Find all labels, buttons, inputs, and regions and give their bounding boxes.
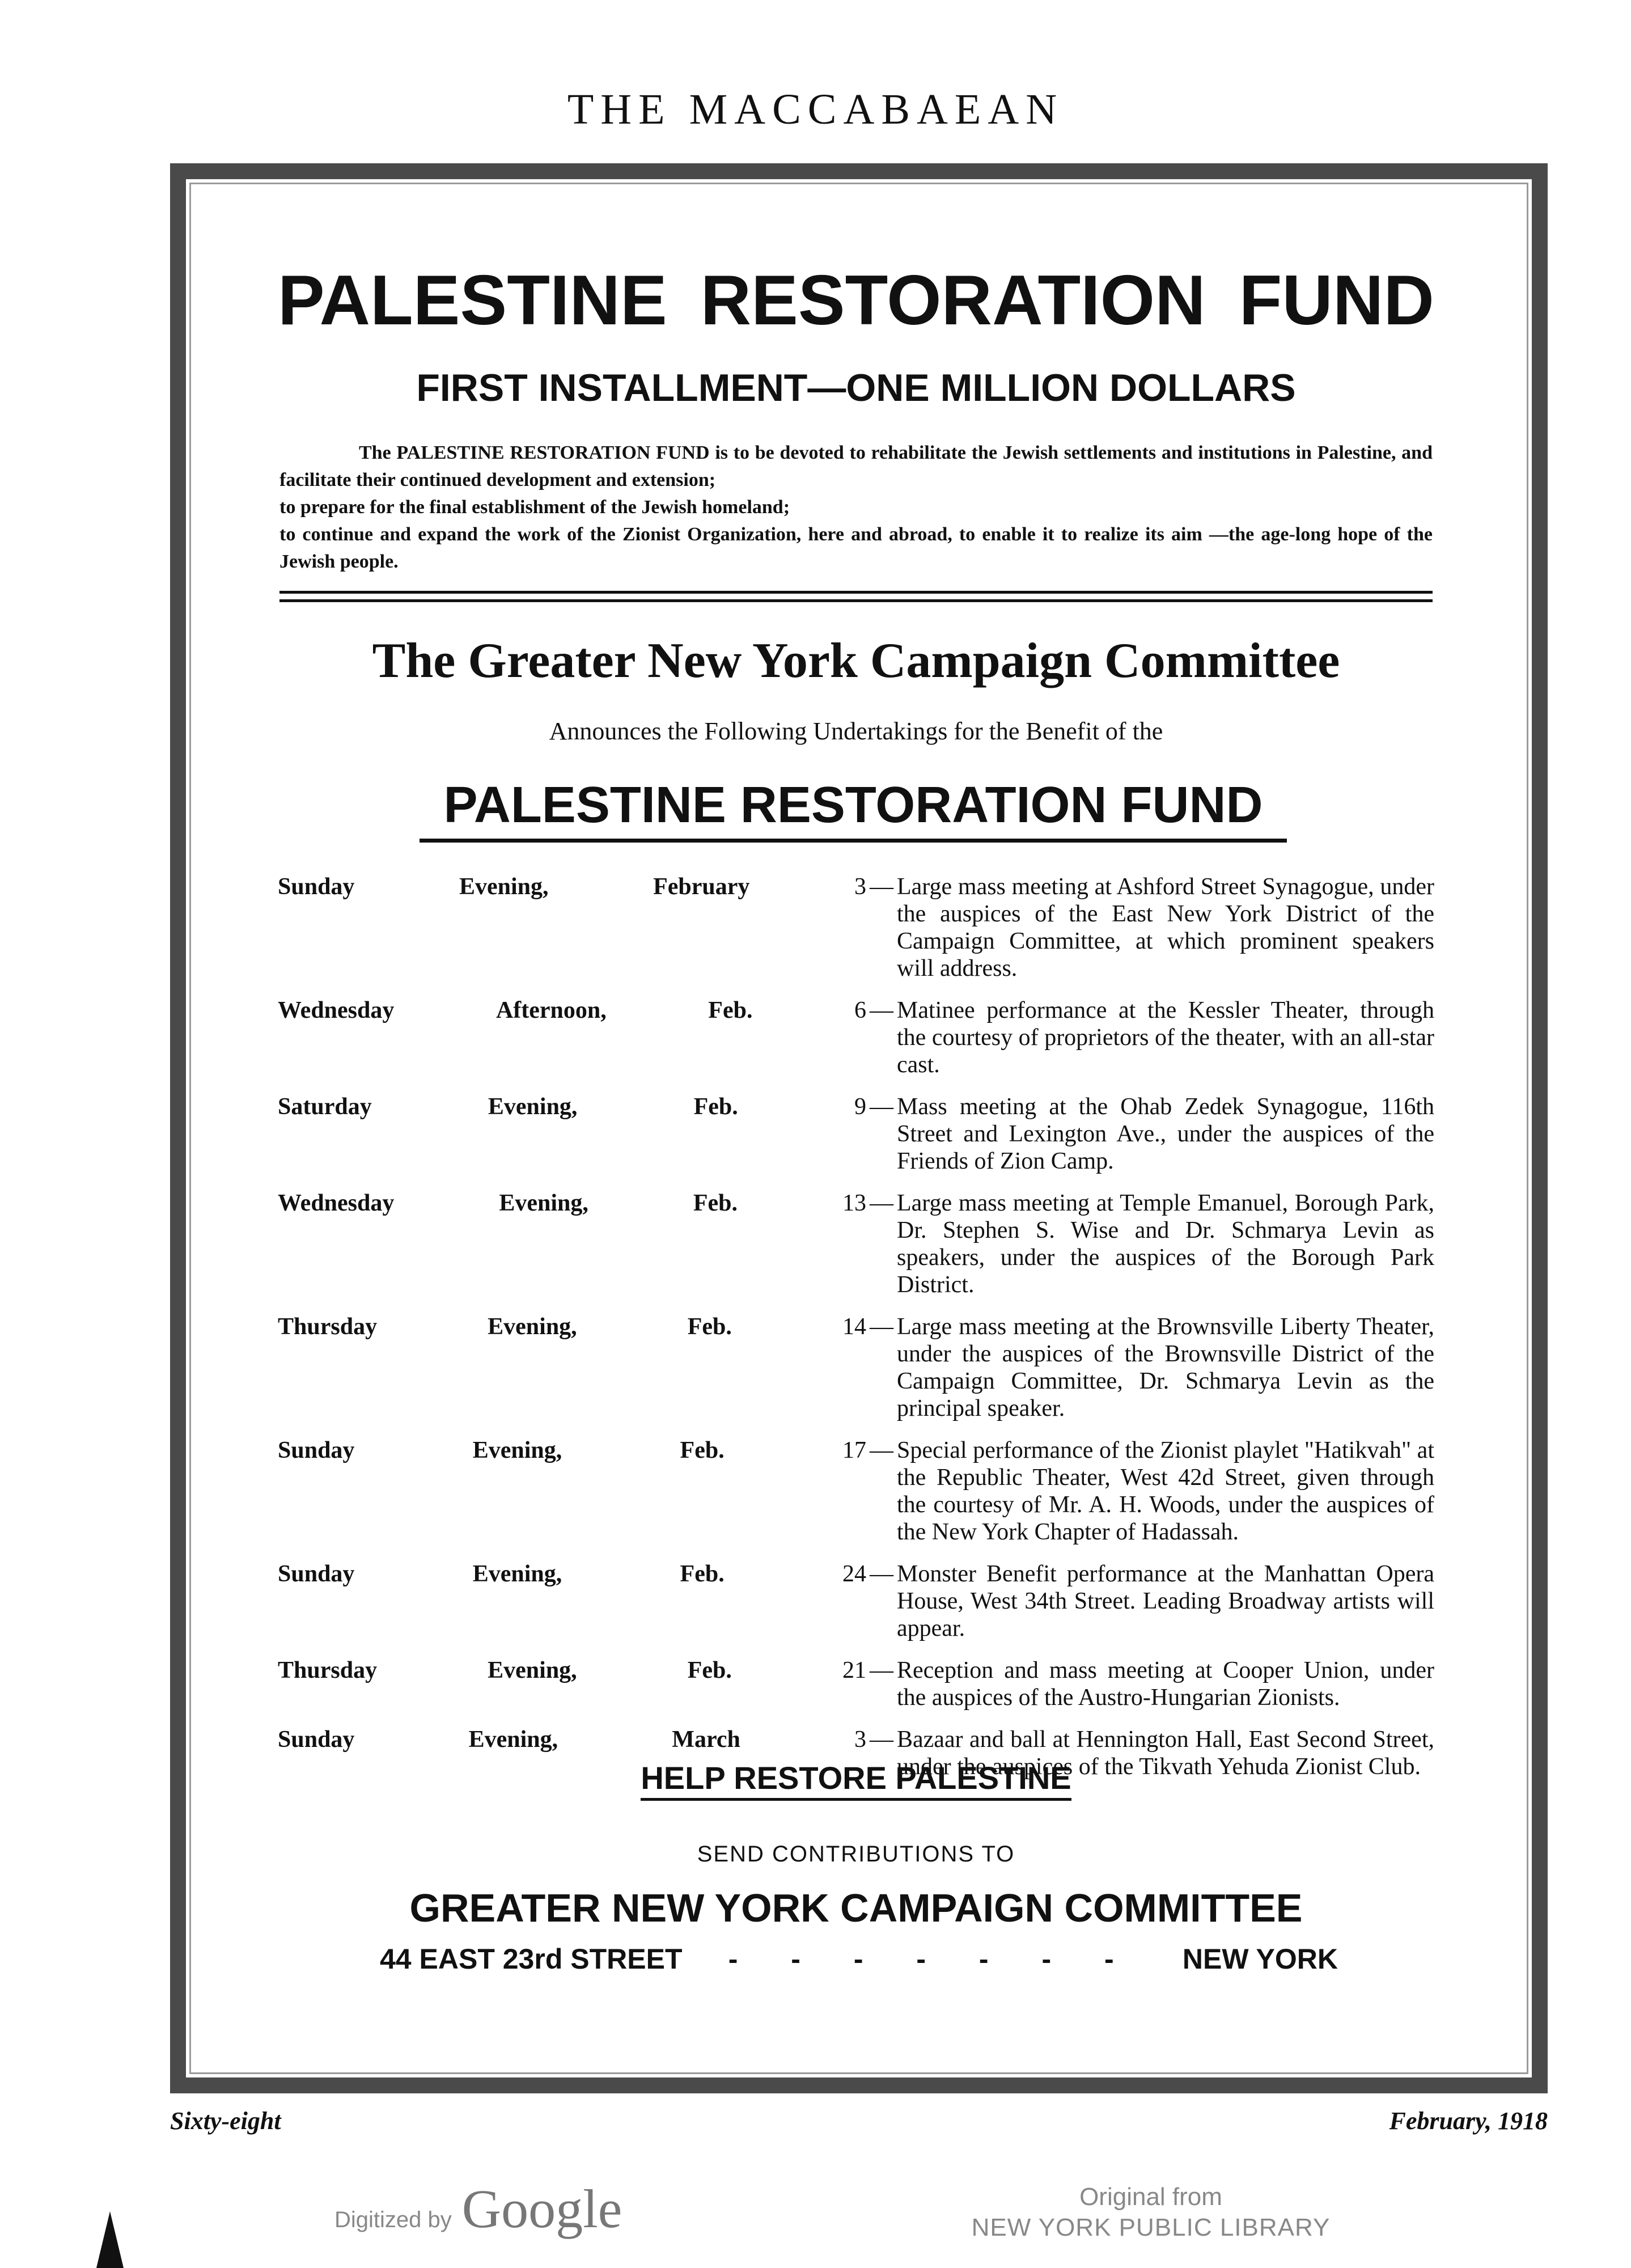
- event-description: Mass meeting at the Ohab Zedek Synagogue, 116th Street and Lexington Ave., under the auspices of the Friends of Zion Camp.: [897, 1094, 1434, 1174]
- event-dash: —: [870, 874, 893, 900]
- original-source: [964, 2182, 1338, 2243]
- event-row: [278, 1093, 1434, 1175]
- event-date: 6: [854, 997, 866, 1023]
- event-month: Feb.: [708, 997, 753, 1023]
- event-day: Sunday: [278, 1727, 355, 1753]
- event-dash: —: [870, 1561, 893, 1587]
- announcement-line: Announces the Following Undertakings for the Benefit of the: [549, 717, 1163, 745]
- event-time: Evening,: [459, 874, 549, 900]
- event-row: [278, 1190, 1434, 1298]
- event-month: Feb.: [693, 1094, 738, 1120]
- scan-artifact-mark: [96, 2211, 124, 2268]
- intro-text: [279, 439, 1433, 576]
- event-row: [278, 1657, 1434, 1711]
- event-description: Monster Benefit performance at the Manhattan Opera House, West 34th Street. Leading Broadway artists will appear.: [897, 1561, 1434, 1641]
- event-row: [278, 997, 1434, 1078]
- event-description: Matinee performance at the Kessler Theater, through the courtesy of proprietors of the theater, with an all-star cast.: [897, 997, 1434, 1078]
- address-line: [380, 1945, 1338, 1973]
- event-when: [278, 873, 866, 982]
- event-row: [278, 873, 1434, 982]
- help-heading-text: HELP RESTORE PALESTINE: [641, 1760, 1071, 1801]
- event-day: Sunday: [278, 874, 355, 900]
- event-day: Wednesday: [278, 997, 395, 1023]
- event-date: 13: [842, 1190, 866, 1216]
- event-row: [278, 1313, 1434, 1422]
- page-number: Sixty-eight: [170, 2107, 281, 2135]
- event-time: Evening,: [472, 1561, 562, 1587]
- original-from-label: Original from: [1079, 2183, 1222, 2211]
- event-month: Feb.: [680, 1561, 725, 1587]
- event-day: Sunday: [278, 1561, 355, 1587]
- event-month: Feb.: [680, 1437, 725, 1463]
- event-month: Feb.: [687, 1657, 732, 1683]
- event-when: [278, 1093, 866, 1175]
- event-time: Evening,: [499, 1190, 588, 1216]
- intro-paragraph-2: to prepare for the final establishment of the Jewish homeland;: [279, 497, 790, 518]
- digitized-label: Digitized by: [334, 2207, 452, 2232]
- address-street: 44 EAST 23rd STREET: [380, 1943, 683, 1975]
- organization-name: GREATER NEW YORK CAMPAIGN COMMITTEE: [409, 1886, 1303, 1930]
- send-contributions: SEND CONTRIBUTIONS TO: [697, 1842, 1015, 1867]
- event-time: Evening,: [488, 1094, 578, 1120]
- event-when: [278, 997, 866, 1078]
- event-month: Feb.: [687, 1314, 732, 1340]
- event-when: [278, 1190, 866, 1298]
- event-date: 24: [842, 1561, 866, 1587]
- event-dash: —: [870, 1727, 893, 1753]
- event-row: [278, 1437, 1434, 1546]
- event-description: Special performance of the Zionist playlet "Hatikvah" at the Republic Theater, West 42d Street, given through the courtesy of Mr. A. H. Woods, under the auspices of the New York Chapter of Hadassah.: [897, 1437, 1434, 1545]
- event-dash: —: [870, 1314, 893, 1340]
- event-day: Thursday: [278, 1314, 378, 1340]
- event-date: 21: [842, 1657, 866, 1683]
- event-day: Thursday: [278, 1657, 378, 1683]
- event-description: Reception and mass meeting at Cooper Union, under the auspices of the Austro-Hungarian Zionists.: [897, 1657, 1434, 1711]
- event-dash: —: [870, 1094, 893, 1120]
- event-when: [278, 1657, 866, 1711]
- event-day: Wednesday: [278, 1190, 395, 1216]
- event-time: Afternoon,: [495, 997, 607, 1023]
- event-time: Evening,: [488, 1314, 577, 1340]
- masthead: THE MACCABAEAN: [567, 86, 1064, 133]
- event-month: Feb.: [693, 1190, 738, 1216]
- event-when: [278, 1313, 866, 1422]
- event-dash: —: [870, 1657, 893, 1683]
- event-day: Sunday: [278, 1437, 355, 1463]
- event-month: February: [653, 874, 750, 900]
- address-dashes: - - - - - - -: [728, 1943, 1137, 1975]
- event-date: 17: [842, 1437, 866, 1463]
- event-description: Large mass meeting at the Brownsville Liberty Theater, under the auspices of the Brownsville District of the Campaign Committee, Dr. Schmarya Levin as the principal speaker.: [897, 1314, 1434, 1421]
- main-title: [278, 261, 1434, 340]
- title-word-3: FUND: [1239, 261, 1434, 340]
- event-month: March: [672, 1727, 740, 1753]
- intro-paragraph-3: to continue and expand the work of the Zionist Organization, here and abroad, to enable it to realize its aim —the age-long hope of the Jewish people.: [279, 524, 1433, 572]
- fund-heading: PALESTINE RESTORATION FUND: [420, 780, 1287, 843]
- event-description: Large mass meeting at Ashford Street Synagogue, under the auspices of the East New York District of the Campaign Committee, at which prominent speakers will address.: [897, 874, 1434, 981]
- help-heading: [278, 1762, 1434, 1794]
- event-row: [278, 1560, 1434, 1642]
- double-rule-divider: [279, 591, 1433, 602]
- digitized-by: [334, 2177, 622, 2240]
- event-date: 14: [842, 1314, 866, 1340]
- event-time: Evening,: [488, 1657, 577, 1683]
- event-description: Bazaar and ball at Hennington Hall, East Second Street, under the auspices of the Tikvath Yehuda Zionist Club.: [897, 1727, 1434, 1780]
- event-time: Evening,: [468, 1727, 558, 1753]
- event-description: Large mass meeting at Temple Emanuel, Borough Park, Dr. Stephen S. Wise and Dr. Schmarya Levin as speakers, under the auspices of the Borough Park District.: [897, 1190, 1434, 1298]
- title-word-1: PALESTINE: [278, 261, 667, 340]
- title-word-2: RESTORATION: [700, 261, 1206, 340]
- event-time: Evening,: [472, 1437, 562, 1463]
- address-city: NEW YORK: [1182, 1943, 1338, 1975]
- intro-paragraph-1: The PALESTINE RESTORATION FUND is to be devoted to rehabilitate the Jewish settlements and institutions in Palestine, and facilitate their continued development and extension;: [279, 442, 1433, 490]
- event-dash: —: [870, 1190, 893, 1216]
- google-logo: Google: [461, 2178, 622, 2239]
- event-day: Saturday: [278, 1094, 372, 1120]
- event-when: [278, 1560, 866, 1642]
- event-when: [278, 1437, 866, 1546]
- event-dash: —: [870, 997, 893, 1023]
- events-list: [278, 873, 1434, 1780]
- library-name: NEW YORK PUBLIC LIBRARY: [971, 2214, 1331, 2241]
- subtitle: FIRST INSTALLMENT—ONE MILLION DOLLARS: [416, 366, 1296, 409]
- event-date: 9: [854, 1094, 866, 1120]
- event-date: 3: [854, 874, 866, 900]
- event-dash: —: [870, 1437, 893, 1463]
- event-date: 3: [854, 1727, 866, 1753]
- committee-heading: The Greater New York Campaign Committee: [372, 633, 1340, 688]
- issue-date: February, 1918: [1389, 2107, 1548, 2135]
